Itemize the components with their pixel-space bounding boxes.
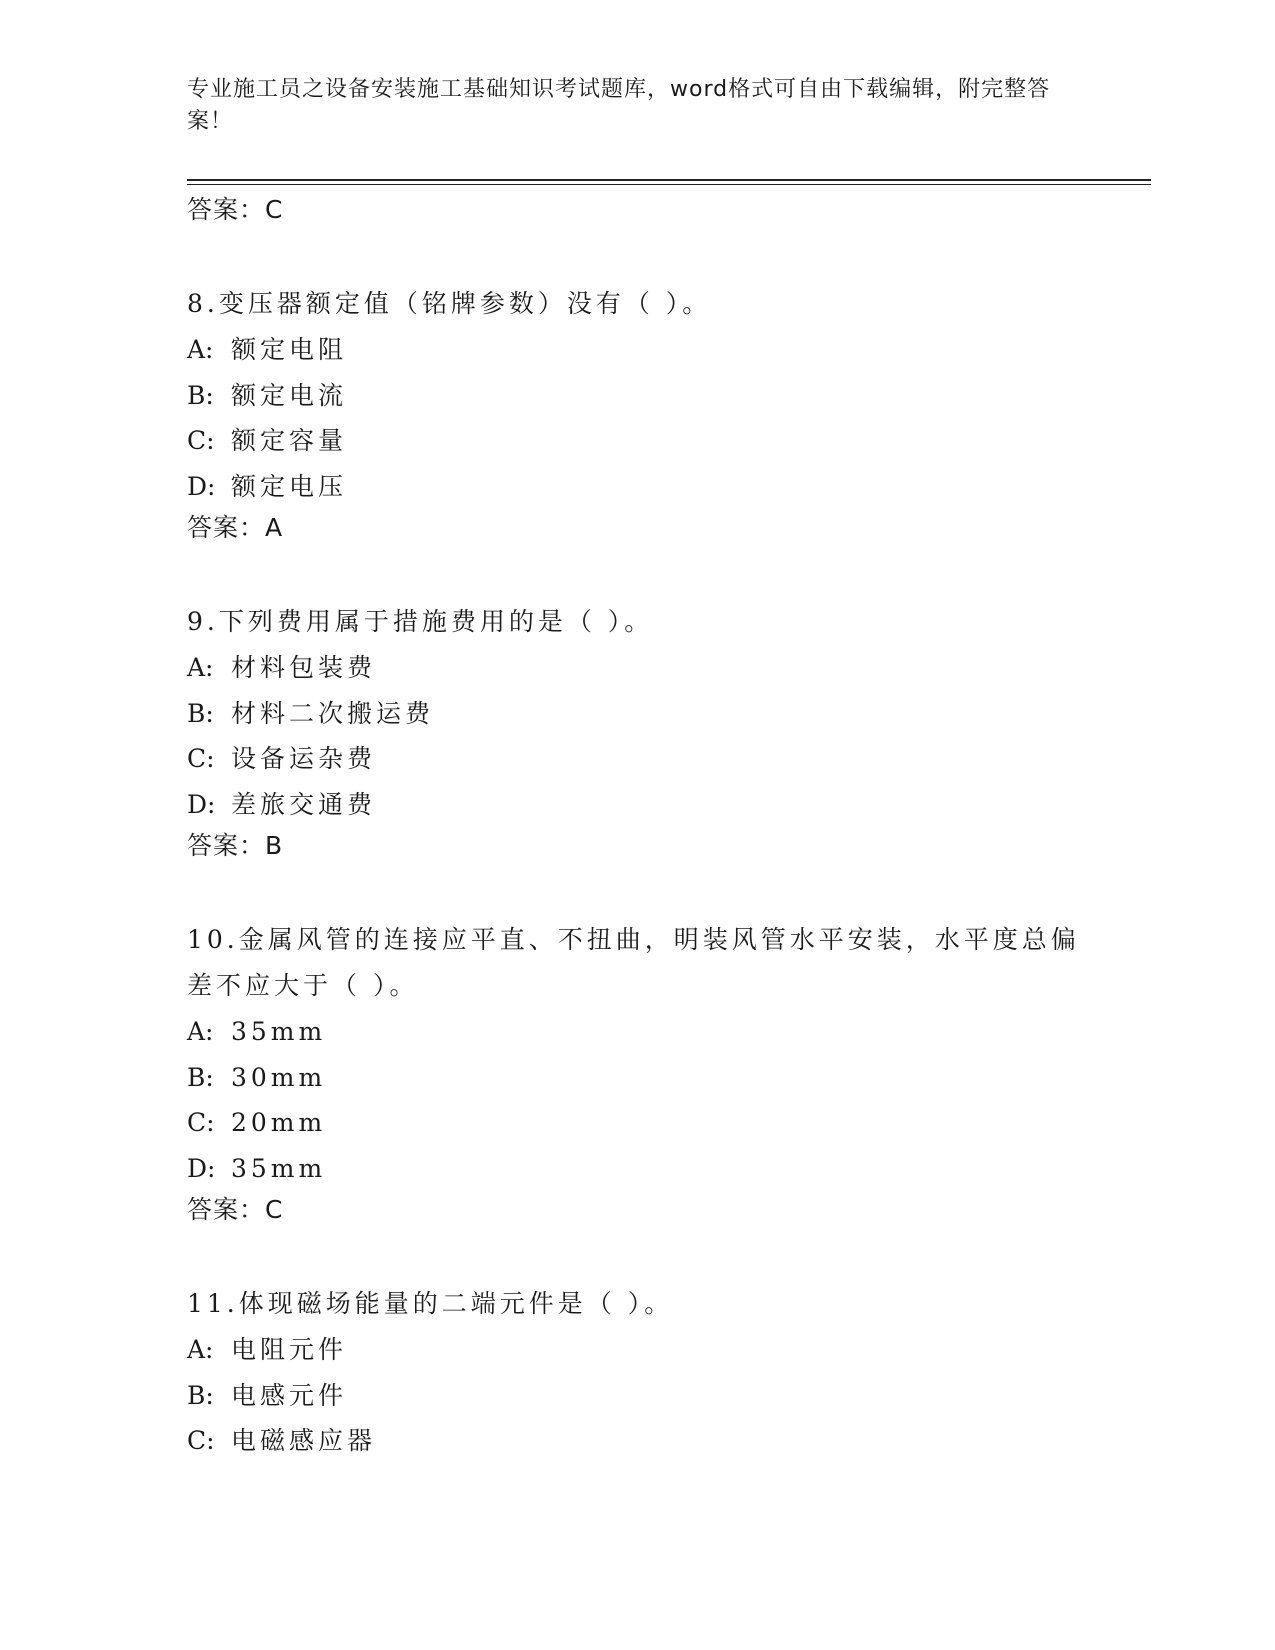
option-text: 材料包装费 — [231, 653, 377, 682]
option-d — [187, 782, 1087, 828]
question-block — [187, 599, 1087, 865]
spacer — [187, 865, 1087, 917]
option-letter: C: — [187, 426, 215, 455]
question-list — [187, 191, 1087, 1464]
option-a — [187, 645, 1087, 691]
option-d — [187, 464, 1087, 510]
header-divider-thin — [187, 184, 1151, 185]
option-b — [187, 1055, 1087, 1101]
spacer — [187, 1229, 1087, 1281]
option-text: 额定电压 — [231, 471, 348, 501]
option-letter: D: — [187, 471, 216, 501]
option-letter: C: — [187, 1426, 215, 1455]
option-letter: B: — [187, 1380, 214, 1410]
answer-label: 答案：B — [187, 831, 284, 860]
option-text: 35mm — [231, 1017, 327, 1046]
option-b — [187, 691, 1087, 737]
option-text: 电磁感应器 — [231, 1426, 377, 1455]
option-text: 电感元件 — [231, 1380, 348, 1410]
option-letter: C: — [187, 1108, 215, 1137]
option-a — [187, 1009, 1087, 1055]
header-divider-thick — [187, 179, 1151, 181]
option-b — [187, 373, 1087, 419]
question-text: 9.下列费用属于措施费用的是（ ）。 — [187, 607, 654, 636]
option-c — [187, 418, 1087, 464]
option-d — [187, 1146, 1087, 1192]
question-block — [187, 1281, 1087, 1464]
option-text: 设备运杂费 — [231, 744, 377, 773]
option-text: 35mm — [231, 1153, 327, 1183]
option-letter: C: — [187, 744, 215, 773]
spacer — [187, 547, 1087, 599]
answer-label: 答案：A — [187, 513, 284, 542]
spacer — [187, 229, 1087, 281]
option-text: 20mm — [231, 1108, 327, 1137]
option-text: 材料二次搬运费 — [231, 698, 435, 728]
option-letter: A: — [187, 1335, 214, 1364]
option-text: 额定容量 — [231, 426, 348, 455]
question-text: 11.体现磁场能量的二端元件是（ ）。 — [187, 1289, 674, 1318]
document-header: 专业施工员之设备安装施工基础知识考试题库，word格式可自由下载编辑，附完整答案！ — [187, 77, 1051, 134]
option-letter: D: — [187, 1153, 216, 1183]
option-b — [187, 1373, 1087, 1419]
option-c — [187, 1418, 1087, 1464]
question-block — [187, 281, 1087, 547]
option-text: 差旅交通费 — [231, 789, 377, 819]
option-c — [187, 1100, 1087, 1146]
option-letter: A: — [187, 335, 214, 364]
option-text: 电阻元件 — [231, 1335, 348, 1364]
question-block — [187, 917, 1087, 1229]
question-text: 8.变压器额定值（铭牌参数）没有（ ）。 — [187, 289, 712, 318]
option-a — [187, 1327, 1087, 1373]
option-letter: D: — [187, 789, 216, 819]
question-text: 10.金属风管的连接应平直、不扭曲，明装风管水平安装，水平度总偏差不应大于（ ）。 — [187, 925, 1080, 1000]
answer-label: 答案：C — [187, 1195, 284, 1224]
option-letter: A: — [187, 653, 214, 682]
option-letter: B: — [187, 1062, 214, 1092]
answer-label: 答案：C — [187, 195, 284, 224]
option-letter: B: — [187, 698, 214, 728]
option-letter: A: — [187, 1017, 214, 1046]
option-text: 30mm — [231, 1062, 327, 1092]
option-a — [187, 327, 1087, 373]
option-letter: B: — [187, 380, 214, 410]
option-c — [187, 736, 1087, 782]
option-text: 额定电阻 — [231, 335, 348, 364]
option-text: 额定电流 — [231, 380, 348, 410]
